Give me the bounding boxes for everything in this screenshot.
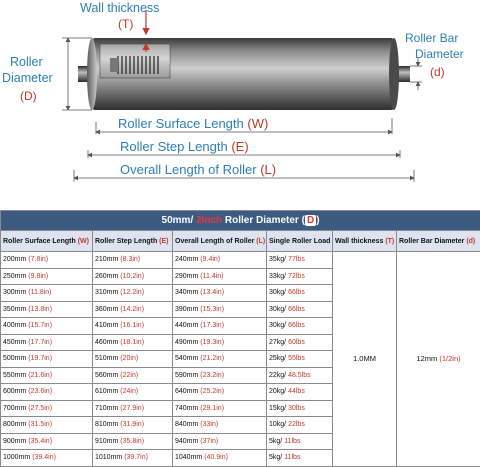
roller-diameter-symbol: (D) bbox=[20, 90, 37, 102]
cell-step-length: 310mm (12.2in) bbox=[93, 285, 173, 302]
cell-surface-length: 700mm (27.5in) bbox=[1, 400, 93, 417]
cell-overall-length: 640mm (25.2in) bbox=[173, 384, 267, 401]
cell-single-load: 5kg/ 11lbs bbox=[267, 433, 333, 450]
cell-overall-length: 390mm (15.3in) bbox=[173, 301, 267, 318]
cell-step-length: 1010mm (39.7in) bbox=[93, 450, 173, 467]
roller-diameter-label-line1: Roller bbox=[10, 56, 43, 69]
roller-diagram bbox=[0, 0, 480, 196]
cell-step-length: 460mm (18.1in) bbox=[93, 334, 173, 351]
cell-overall-length: 940mm (37in) bbox=[173, 433, 267, 450]
cell-overall-length: 290mm (11.4in) bbox=[173, 268, 267, 285]
table-header-row bbox=[1, 231, 480, 252]
cell-step-length: 410mm (16.1in) bbox=[93, 318, 173, 335]
cell-surface-length: 500mm (19.7in) bbox=[1, 351, 93, 368]
cell-single-load: 30kg/ 66lbs bbox=[267, 318, 333, 335]
cell-step-length: 210mm (8.3in) bbox=[93, 252, 173, 269]
surface-length-symbol: (W) bbox=[247, 116, 268, 131]
cell-surface-length: 600mm (23.6in) bbox=[1, 384, 93, 401]
cell-overall-length: 1040mm (40.9in) bbox=[173, 450, 267, 467]
roller-bar-diameter-label-line1: Roller Bar bbox=[405, 32, 458, 44]
cell-step-length: 560mm (22in) bbox=[93, 367, 173, 384]
overall-length-symbol: (L) bbox=[260, 162, 276, 177]
header-overall-length: Overall Length of Roller (L) bbox=[173, 231, 267, 252]
table-title: 50mm/ 2Inch Roller Diameter ( D ) bbox=[1, 211, 480, 231]
roller-diameter-label-line2: Diameter bbox=[2, 72, 53, 85]
cell-step-length: 710mm (27.9in) bbox=[93, 400, 173, 417]
wall-thickness-symbol: (T) bbox=[118, 18, 133, 30]
cell-surface-length: 300mm (11.8in) bbox=[1, 285, 93, 302]
cell-single-load: 33kg/ 72lbs bbox=[267, 268, 333, 285]
roller-tube bbox=[78, 38, 410, 110]
cell-single-load: 15kg/ 30lbs bbox=[267, 400, 333, 417]
cell-surface-length: 450mm (17.7in) bbox=[1, 334, 93, 351]
cell-overall-length: 240mm (9.4in) bbox=[173, 252, 267, 269]
header-step-length: Roller Step Length (E) bbox=[93, 231, 173, 252]
wall-thickness-label: Wall thickness bbox=[80, 2, 159, 15]
header-wall-thickness: Wall thickness (T) bbox=[333, 231, 397, 252]
step-length-symbol: (E) bbox=[231, 139, 248, 154]
header-surface-length: Roller Surface Length (W) bbox=[1, 231, 93, 252]
table-body bbox=[1, 252, 480, 467]
cell-single-load: 5kg/ 11lbs bbox=[267, 450, 333, 467]
surface-length-label: Roller Surface Length bbox=[118, 116, 244, 131]
cell-step-length: 810mm (31.9in) bbox=[93, 417, 173, 434]
cell-single-load: 22kg/ 48.5lbs bbox=[267, 367, 333, 384]
cell-overall-length: 540mm (21.2in) bbox=[173, 351, 267, 368]
cell-bar-diameter: 12mm (1/2in) bbox=[397, 252, 480, 467]
cell-step-length: 510mm (20in) bbox=[93, 351, 173, 368]
cell-surface-length: 200mm (7.8in) bbox=[1, 252, 93, 269]
cell-step-length: 610mm (24in) bbox=[93, 384, 173, 401]
cell-single-load: 25kg/ 55lbs bbox=[267, 351, 333, 368]
cell-overall-length: 590mm (23.2in) bbox=[173, 367, 267, 384]
cell-wall-thickness: 1.0MM bbox=[333, 252, 397, 467]
cell-step-length: 360mm (14.2in) bbox=[93, 301, 173, 318]
cell-overall-length: 490mm (19.3in) bbox=[173, 334, 267, 351]
roller-bar-diameter-label-line2: Diameter bbox=[415, 48, 464, 60]
cell-surface-length: 550mm (21.6in) bbox=[1, 367, 93, 384]
cell-single-load: 30kg/ 66lbs bbox=[267, 285, 333, 302]
cell-single-load: 20kg/ 44lbs bbox=[267, 384, 333, 401]
cell-step-length: 910mm (35.8in) bbox=[93, 433, 173, 450]
cell-surface-length: 350mm (13.8in) bbox=[1, 301, 93, 318]
cell-surface-length: 900mm (35.4in) bbox=[1, 433, 93, 450]
cell-overall-length: 340mm (13.4in) bbox=[173, 285, 267, 302]
overall-length-caption bbox=[118, 163, 278, 176]
surface-length-caption bbox=[116, 117, 270, 130]
roller-bar-diameter-symbol: (d) bbox=[430, 66, 445, 78]
overall-length-label: Overall Length of Roller bbox=[120, 162, 257, 177]
cell-single-load: 35kg/ 77lbs bbox=[267, 252, 333, 269]
header-bar-diameter: Roller Bar Diameter (d) bbox=[397, 231, 480, 252]
step-length-caption bbox=[118, 140, 251, 153]
cell-overall-length: 840mm (33in) bbox=[173, 417, 267, 434]
table-title-row bbox=[1, 211, 480, 231]
cell-overall-length: 740mm (29.1in) bbox=[173, 400, 267, 417]
step-length-label: Roller Step Length bbox=[120, 139, 228, 154]
header-single-load: Single Roller Load bbox=[267, 231, 333, 252]
cell-surface-length: 800mm (31.5in) bbox=[1, 417, 93, 434]
cell-single-load: 30kg/ 66lbs bbox=[267, 301, 333, 318]
cell-single-load: 10kg/ 22lbs bbox=[267, 417, 333, 434]
roller-spec-table bbox=[0, 210, 480, 467]
cell-single-load: 27kg/ 60lbs bbox=[267, 334, 333, 351]
cell-surface-length: 1000mm (39.4in) bbox=[1, 450, 93, 467]
cell-step-length: 260mm (10.2in) bbox=[93, 268, 173, 285]
table-row bbox=[1, 252, 480, 269]
cell-overall-length: 440mm (17.3in) bbox=[173, 318, 267, 335]
cell-surface-length: 400mm (15.7in) bbox=[1, 318, 93, 335]
cell-surface-length: 250mm (9.8in) bbox=[1, 268, 93, 285]
